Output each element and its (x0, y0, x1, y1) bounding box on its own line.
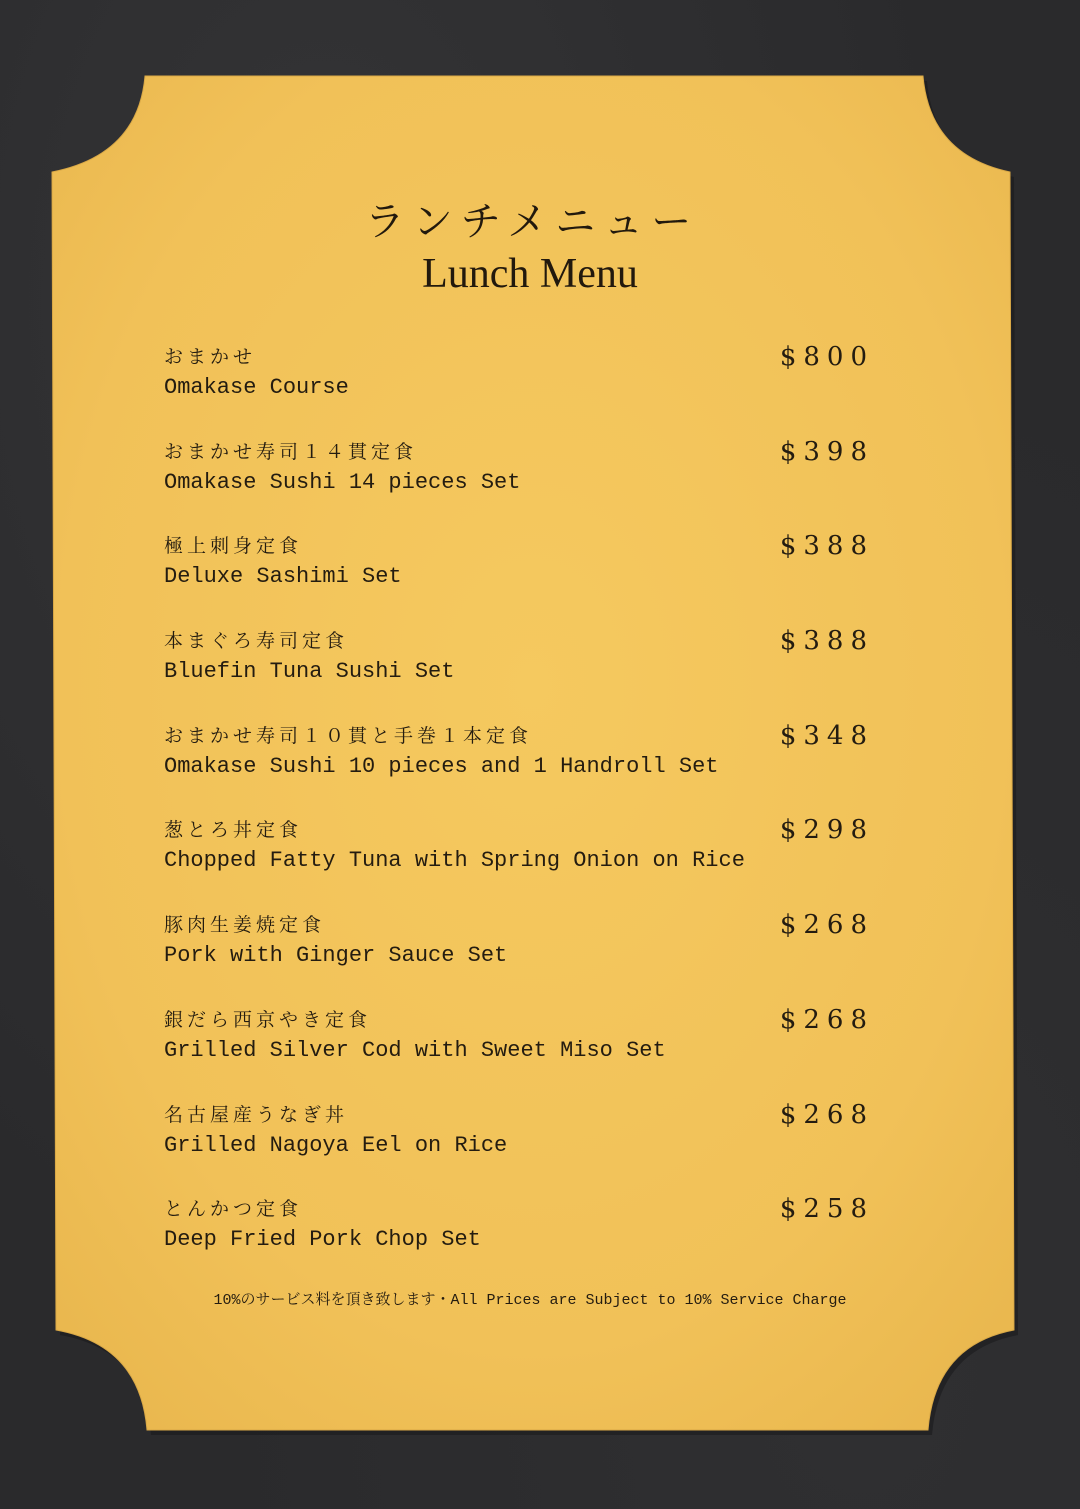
item-name-english: Pork with Ginger Sauce Set (164, 943, 508, 969)
item-name-english: Omakase Sushi 10 pieces and 1 Handroll Set (164, 753, 719, 779)
item-name-japanese: 葱とろ丼定食 (164, 819, 303, 842)
item-price: $298 (779, 815, 874, 846)
item-price: $800 (779, 342, 874, 372)
menu-item (164, 1190, 880, 1285)
item-price: $348 (779, 720, 874, 751)
item-name-japanese: 銀だら西京やき定食 (164, 1008, 372, 1031)
item-price: $388 (779, 531, 874, 562)
item-name-english: Deep Fried Pork Chop Set (164, 1227, 481, 1253)
menu-title-english: Lunch Menu (422, 251, 638, 297)
menu-item (164, 1001, 880, 1096)
service-charge-note: 10%のサービス料を頂き致します・All Prices are Subject to 10% Service Charge (213, 1292, 847, 1309)
item-name-japanese: おまかせ (164, 346, 257, 368)
item-name-japanese: 極上刺身定食 (164, 535, 303, 558)
item-price: $268 (779, 1004, 874, 1035)
item-price: $268 (779, 1099, 874, 1130)
item-name-english: Bluefin Tuna Sushi Set (164, 659, 455, 685)
item-name-english: Grilled Nagoya Eel on Rice (164, 1132, 508, 1158)
item-price: $388 (779, 626, 874, 657)
item-name-japanese: おまかせ寿司１４貫定食 (164, 440, 418, 463)
menu-item (164, 1096, 880, 1191)
item-name-english: Grilled Silver Cod with Sweet Miso Set (164, 1037, 666, 1063)
item-name-english: Omakase Course (164, 375, 349, 400)
menu-item (164, 527, 880, 622)
item-name-japanese: 豚肉生姜焼定食 (164, 914, 326, 937)
item-name-english: Chopped Fatty Tuna with Spring Onion on Rice (164, 848, 745, 874)
item-price: $258 (779, 1194, 874, 1225)
menu-item-list (164, 338, 880, 1285)
menu-item (164, 717, 880, 812)
item-name-japanese: おまかせ寿司１０貫と手巻１本定食 (164, 724, 533, 747)
item-name-english: Deluxe Sashimi Set (164, 564, 402, 590)
item-name-japanese: 本まぐろ寿司定食 (164, 630, 349, 653)
item-name-english: Omakase Sushi 14 pieces Set (164, 469, 521, 495)
menu-item (164, 338, 880, 433)
item-name-japanese: 名古屋産うなぎ丼 (164, 1103, 349, 1126)
menu-item (164, 811, 880, 906)
menu-title-japanese: ランチメニュー (364, 199, 700, 245)
menu-item (164, 622, 880, 717)
item-name-japanese: とんかつ定食 (164, 1198, 303, 1221)
item-price: $398 (779, 436, 874, 467)
menu-item (164, 906, 880, 1001)
item-price: $268 (779, 910, 874, 941)
menu-item (164, 433, 880, 528)
